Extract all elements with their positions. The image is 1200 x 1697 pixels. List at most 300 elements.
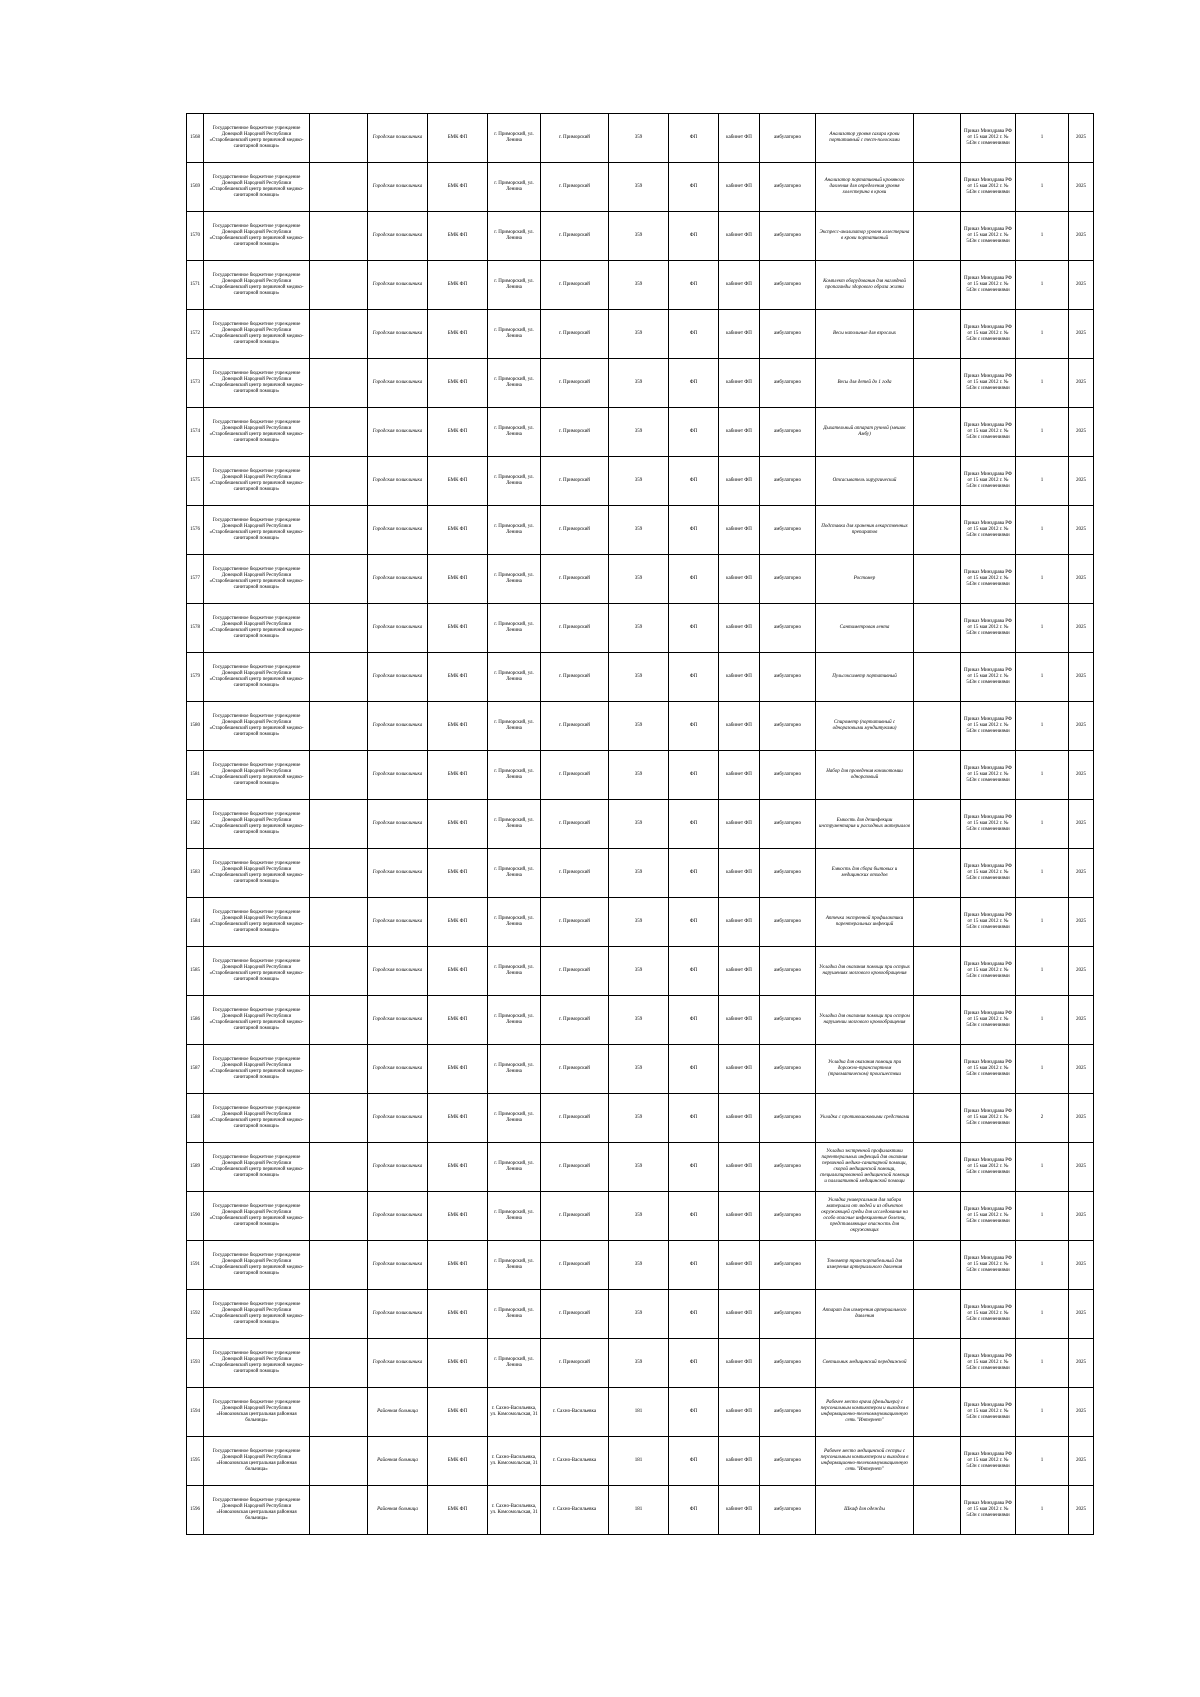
unit-type: ФП <box>669 702 719 751</box>
empty-cell <box>914 1192 961 1241</box>
year: 2025 <box>1069 800 1094 849</box>
regulation-reference: Приказ Минздрава РФ от 15 мая 2012 г. № 543н с изменениями <box>961 1241 1016 1290</box>
room-name: кабинет ФП <box>719 898 760 947</box>
organization-name: Государственное бюджетное учреждение Донецкой Народной Республики «Старобешевский центр первичной медико-санитарной помощи» <box>204 1192 310 1241</box>
regulation-reference: Приказ Минздрава РФ от 15 мая 2012 г. № 543н с изменениями <box>961 1290 1016 1339</box>
facility-code: БМК ФП <box>428 212 488 261</box>
row-number: 1583 <box>187 849 204 898</box>
address: г. Сахно-Васильевка, ул. Комсомольская, 31 <box>488 1437 541 1486</box>
year: 2025 <box>1069 898 1094 947</box>
year: 2025 <box>1069 604 1094 653</box>
empty-cell <box>310 359 368 408</box>
locality: г. Приморский <box>541 114 609 163</box>
address: г. Приморский, ул. Ленина <box>488 408 541 457</box>
population-count: 359 <box>609 1339 669 1388</box>
row-number: 1589 <box>187 1143 204 1192</box>
facility-code: БМК ФП <box>428 1388 488 1437</box>
equipment-name: Укладка для оказания помощи при остром нарушении мозгового кровообращения <box>816 996 914 1045</box>
empty-cell <box>914 1045 961 1094</box>
locality: г. Приморский <box>541 1241 609 1290</box>
equipment-name: Весы для детей до 1 года <box>816 359 914 408</box>
regulation-reference: Приказ Минздрава РФ от 15 мая 2012 г. № 543н с изменениями <box>961 359 1016 408</box>
row-number: 1572 <box>187 310 204 359</box>
regulation-reference: Приказ Минздрава РФ от 15 мая 2012 г. № 543н с изменениями <box>961 751 1016 800</box>
room-name: кабинет ФП <box>719 702 760 751</box>
table-row <box>187 212 1094 261</box>
address: г. Приморский, ул. Ленина <box>488 1094 541 1143</box>
service-form: амбулаторно <box>760 898 816 947</box>
locality: г. Приморский <box>541 457 609 506</box>
empty-cell <box>914 212 961 261</box>
locality: г. Приморский <box>541 702 609 751</box>
equipment-name: Емкость для сбора бытовых и медицинских отходов <box>816 849 914 898</box>
empty-cell <box>310 751 368 800</box>
regulation-reference: Приказ Минздрава РФ от 15 мая 2012 г. № 543н с изменениями <box>961 898 1016 947</box>
address: г. Приморский, ул. Ленина <box>488 996 541 1045</box>
empty-cell <box>914 898 961 947</box>
room-name: кабинет ФП <box>719 163 760 212</box>
population-count: 359 <box>609 898 669 947</box>
locality: г. Приморский <box>541 555 609 604</box>
year: 2025 <box>1069 1290 1094 1339</box>
regulation-reference: Приказ Минздрава РФ от 15 мая 2012 г. № 543н с изменениями <box>961 555 1016 604</box>
population-count: 359 <box>609 800 669 849</box>
year: 2025 <box>1069 653 1094 702</box>
population-count: 359 <box>609 947 669 996</box>
quantity: 2 <box>1016 1094 1069 1143</box>
unit-type: ФП <box>669 947 719 996</box>
room-name: кабинет ФП <box>719 1290 760 1339</box>
empty-cell <box>310 1094 368 1143</box>
facility-type: Городская поликлиника <box>368 604 428 653</box>
empty-cell <box>310 310 368 359</box>
row-number: 1582 <box>187 800 204 849</box>
organization-name: Государственное бюджетное учреждение Донецкой Народной Республики «Новоазовская центральная районная больница» <box>204 1486 310 1535</box>
population-count: 359 <box>609 702 669 751</box>
facility-type: Районная больница <box>368 1388 428 1437</box>
unit-type: ФП <box>669 408 719 457</box>
address: г. Приморский, ул. Ленина <box>488 947 541 996</box>
facility-code: БМК ФП <box>428 702 488 751</box>
regulation-reference: Приказ Минздрава РФ от 15 мая 2012 г. № 543н с изменениями <box>961 1094 1016 1143</box>
equipment-name: Укладка для оказания помощи при дорожно-транспортном (травматическом) происшествии <box>816 1045 914 1094</box>
equipment-name: Рабочее место медицинской сестры с персональным компьютером и выходом в информационно-телекоммуникационную сеть "Интернет" <box>816 1437 914 1486</box>
unit-type: ФП <box>669 261 719 310</box>
facility-type: Городская поликлиника <box>368 408 428 457</box>
locality: г. Приморский <box>541 1143 609 1192</box>
row-number: 1579 <box>187 653 204 702</box>
facility-type: Городская поликлиника <box>368 506 428 555</box>
empty-cell <box>914 996 961 1045</box>
address: г. Приморский, ул. Ленина <box>488 163 541 212</box>
facility-type: Городская поликлиника <box>368 751 428 800</box>
address: г. Приморский, ул. Ленина <box>488 1290 541 1339</box>
equipment-name: Шкаф для одежды <box>816 1486 914 1535</box>
facility-type: Городская поликлиника <box>368 898 428 947</box>
equipment-name: Укладка с противошоковыми средствами <box>816 1094 914 1143</box>
service-form: амбулаторно <box>760 555 816 604</box>
empty-cell <box>914 114 961 163</box>
quantity: 1 <box>1016 800 1069 849</box>
facility-type: Городская поликлиника <box>368 996 428 1045</box>
year: 2025 <box>1069 751 1094 800</box>
population-count: 359 <box>609 1192 669 1241</box>
facility-type: Городская поликлиника <box>368 1339 428 1388</box>
equipment-name: Пульсоксиметр портативный <box>816 653 914 702</box>
equipment-name: Спирометр (портативный с одноразовыми мундштуками) <box>816 702 914 751</box>
row-number: 1591 <box>187 1241 204 1290</box>
empty-cell <box>310 1143 368 1192</box>
unit-type: ФП <box>669 1045 719 1094</box>
facility-type: Городская поликлиника <box>368 1094 428 1143</box>
regulation-reference: Приказ Минздрава РФ от 15 мая 2012 г. № 543н с изменениями <box>961 261 1016 310</box>
year: 2025 <box>1069 1143 1094 1192</box>
year: 2025 <box>1069 506 1094 555</box>
year: 2025 <box>1069 310 1094 359</box>
equipment-table <box>186 113 1094 1535</box>
unit-type: ФП <box>669 114 719 163</box>
unit-type: ФП <box>669 996 719 1045</box>
service-form: амбулаторно <box>760 996 816 1045</box>
equipment-name: Анализатор портативный кровяного давления для определения уровня холестерина в крови <box>816 163 914 212</box>
table-row <box>187 310 1094 359</box>
empty-cell <box>914 359 961 408</box>
population-count: 359 <box>609 604 669 653</box>
room-name: кабинет ФП <box>719 751 760 800</box>
address: г. Приморский, ул. Ленина <box>488 555 541 604</box>
equipment-name: Экспресс-анализатор уровня холестерина в крови портативный <box>816 212 914 261</box>
empty-cell <box>310 1241 368 1290</box>
room-name: кабинет ФП <box>719 849 760 898</box>
quantity: 1 <box>1016 506 1069 555</box>
address: г. Приморский, ул. Ленина <box>488 212 541 261</box>
room-name: кабинет ФП <box>719 1045 760 1094</box>
empty-cell <box>914 1290 961 1339</box>
regulation-reference: Приказ Минздрава РФ от 15 мая 2012 г. № 543н с изменениями <box>961 800 1016 849</box>
row-number: 1585 <box>187 947 204 996</box>
facility-code: БМК ФП <box>428 849 488 898</box>
quantity: 1 <box>1016 555 1069 604</box>
empty-cell <box>914 947 961 996</box>
room-name: кабинет ФП <box>719 947 760 996</box>
unit-type: ФП <box>669 604 719 653</box>
locality: г. Приморский <box>541 898 609 947</box>
unit-type: ФП <box>669 555 719 604</box>
table-body <box>187 114 1094 1535</box>
organization-name: Государственное бюджетное учреждение Донецкой Народной Республики «Старобешевский центр первичной медико-санитарной помощи» <box>204 163 310 212</box>
facility-code: БМК ФП <box>428 1241 488 1290</box>
service-form: амбулаторно <box>760 1290 816 1339</box>
room-name: кабинет ФП <box>719 1339 760 1388</box>
facility-code: БМК ФП <box>428 163 488 212</box>
facility-type: Районная больница <box>368 1486 428 1535</box>
service-form: амбулаторно <box>760 506 816 555</box>
room-name: кабинет ФП <box>719 996 760 1045</box>
equipment-name: Сантиметровая лента <box>816 604 914 653</box>
regulation-reference: Приказ Минздрава РФ от 15 мая 2012 г. № 543н с изменениями <box>961 212 1016 261</box>
organization-name: Государственное бюджетное учреждение Донецкой Народной Республики «Старобешевский центр первичной медико-санитарной помощи» <box>204 310 310 359</box>
service-form: амбулаторно <box>760 163 816 212</box>
room-name: кабинет ФП <box>719 800 760 849</box>
locality: г. Приморский <box>541 653 609 702</box>
address: г. Приморский, ул. Ленина <box>488 506 541 555</box>
population-count: 181 <box>609 1437 669 1486</box>
locality: г. Приморский <box>541 947 609 996</box>
organization-name: Государственное бюджетное учреждение Донецкой Народной Республики «Старобешевский центр первичной медико-санитарной помощи» <box>204 1143 310 1192</box>
regulation-reference: Приказ Минздрава РФ от 15 мая 2012 г. № 543н с изменениями <box>961 702 1016 751</box>
facility-type: Городская поликлиника <box>368 1192 428 1241</box>
table-row <box>187 1094 1094 1143</box>
equipment-name: Набор для проведения коникотомии одноразовый <box>816 751 914 800</box>
row-number: 1596 <box>187 1486 204 1535</box>
empty-cell <box>310 996 368 1045</box>
empty-cell <box>914 408 961 457</box>
room-name: кабинет ФП <box>719 1241 760 1290</box>
room-name: кабинет ФП <box>719 653 760 702</box>
row-number: 1580 <box>187 702 204 751</box>
address: г. Приморский, ул. Ленина <box>488 800 541 849</box>
address: г. Приморский, ул. Ленина <box>488 359 541 408</box>
quantity: 1 <box>1016 1045 1069 1094</box>
facility-code: БМК ФП <box>428 408 488 457</box>
organization-name: Государственное бюджетное учреждение Донецкой Народной Республики «Старобешевский центр первичной медико-санитарной помощи» <box>204 604 310 653</box>
facility-code: БМК ФП <box>428 898 488 947</box>
locality: г. Сахно-Васильевка <box>541 1388 609 1437</box>
population-count: 359 <box>609 751 669 800</box>
quantity: 1 <box>1016 1241 1069 1290</box>
population-count: 359 <box>609 996 669 1045</box>
empty-cell <box>914 1437 961 1486</box>
locality: г. Приморский <box>541 849 609 898</box>
regulation-reference: Приказ Минздрава РФ от 15 мая 2012 г. № 543н с изменениями <box>961 1486 1016 1535</box>
address: г. Сахно-Васильевка, ул. Комсомольская, 31 <box>488 1486 541 1535</box>
locality: г. Сахно-Васильевка <box>541 1486 609 1535</box>
equipment-name: Ростомер <box>816 555 914 604</box>
unit-type: ФП <box>669 506 719 555</box>
service-form: амбулаторно <box>760 947 816 996</box>
empty-cell <box>914 800 961 849</box>
service-form: амбулаторно <box>760 1045 816 1094</box>
empty-cell <box>310 947 368 996</box>
address: г. Приморский, ул. Ленина <box>488 114 541 163</box>
table-row <box>187 947 1094 996</box>
equipment-name: Отсасыватель хирургический <box>816 457 914 506</box>
unit-type: ФП <box>669 1094 719 1143</box>
service-form: амбулаторно <box>760 702 816 751</box>
empty-cell <box>914 555 961 604</box>
regulation-reference: Приказ Минздрава РФ от 15 мая 2012 г. № 543н с изменениями <box>961 457 1016 506</box>
population-count: 359 <box>609 457 669 506</box>
regulation-reference: Приказ Минздрава РФ от 15 мая 2012 г. № 543н с изменениями <box>961 310 1016 359</box>
facility-type: Городская поликлиника <box>368 114 428 163</box>
year: 2025 <box>1069 702 1094 751</box>
unit-type: ФП <box>669 1192 719 1241</box>
facility-type: Городская поликлиника <box>368 1241 428 1290</box>
organization-name: Государственное бюджетное учреждение Донецкой Народной Республики «Старобешевский центр первичной медико-санитарной помощи» <box>204 212 310 261</box>
organization-name: Государственное бюджетное учреждение Донецкой Народной Республики «Старобешевский центр первичной медико-санитарной помощи» <box>204 1094 310 1143</box>
empty-cell <box>310 898 368 947</box>
facility-type: Городская поликлиника <box>368 800 428 849</box>
empty-cell <box>310 1045 368 1094</box>
facility-type: Городская поликлиника <box>368 261 428 310</box>
address: г. Приморский, ул. Ленина <box>488 1339 541 1388</box>
facility-code: БМК ФП <box>428 751 488 800</box>
equipment-name: Аппарат для измерения артериального давления <box>816 1290 914 1339</box>
facility-code: БМК ФП <box>428 1486 488 1535</box>
equipment-name: Укладка экстренной профилактики парентеральных инфекций для оказания первичной медико-санитарной помощи, скорой медицинской помощи, специализированной медицинской помощи и паллиативной медицинской помощи <box>816 1143 914 1192</box>
table-row <box>187 457 1094 506</box>
year: 2025 <box>1069 261 1094 310</box>
organization-name: Государственное бюджетное учреждение Донецкой Народной Республики «Старобешевский центр первичной медико-санитарной помощи» <box>204 1045 310 1094</box>
locality: г. Приморский <box>541 261 609 310</box>
room-name: кабинет ФП <box>719 1486 760 1535</box>
row-number: 1586 <box>187 996 204 1045</box>
equipment-name: Комплект оборудования для наглядной пропаганды здорового образа жизни <box>816 261 914 310</box>
quantity: 1 <box>1016 310 1069 359</box>
quantity: 1 <box>1016 751 1069 800</box>
empty-cell <box>914 604 961 653</box>
address: г. Сахно-Васильевка, ул. Комсомольская, 31 <box>488 1388 541 1437</box>
row-number: 1584 <box>187 898 204 947</box>
service-form: амбулаторно <box>760 310 816 359</box>
quantity: 1 <box>1016 457 1069 506</box>
regulation-reference: Приказ Минздрава РФ от 15 мая 2012 г. № 543н с изменениями <box>961 1143 1016 1192</box>
address: г. Приморский, ул. Ленина <box>488 457 541 506</box>
unit-type: ФП <box>669 163 719 212</box>
locality: г. Приморский <box>541 1045 609 1094</box>
regulation-reference: Приказ Минздрава РФ от 15 мая 2012 г. № 543н с изменениями <box>961 408 1016 457</box>
empty-cell <box>914 506 961 555</box>
empty-cell <box>310 212 368 261</box>
service-form: амбулаторно <box>760 1437 816 1486</box>
table-row <box>187 898 1094 947</box>
row-number: 1592 <box>187 1290 204 1339</box>
regulation-reference: Приказ Минздрава РФ от 15 мая 2012 г. № 543н с изменениями <box>961 1339 1016 1388</box>
year: 2025 <box>1069 1486 1094 1535</box>
row-number: 1593 <box>187 1339 204 1388</box>
organization-name: Государственное бюджетное учреждение Донецкой Народной Республики «Старобешевский центр первичной медико-санитарной помощи» <box>204 800 310 849</box>
facility-code: БМК ФП <box>428 1192 488 1241</box>
equipment-name: Укладка универсальная для забора материала от людей и из объектов окружающей среды для исследования на особо опасные инфекционные болезни, представляющие опасность для окружающих <box>816 1192 914 1241</box>
table-row <box>187 751 1094 800</box>
organization-name: Государственное бюджетное учреждение Донецкой Народной Республики «Старобешевский центр первичной медико-санитарной помощи» <box>204 261 310 310</box>
locality: г. Приморский <box>541 751 609 800</box>
unit-type: ФП <box>669 898 719 947</box>
facility-code: БМК ФП <box>428 996 488 1045</box>
quantity: 1 <box>1016 898 1069 947</box>
quantity: 1 <box>1016 1290 1069 1339</box>
empty-cell <box>310 506 368 555</box>
row-number: 1570 <box>187 212 204 261</box>
table-row <box>187 506 1094 555</box>
quantity: 1 <box>1016 1437 1069 1486</box>
service-form: амбулаторно <box>760 114 816 163</box>
facility-code: БМК ФП <box>428 359 488 408</box>
empty-cell <box>310 163 368 212</box>
table-row <box>187 1045 1094 1094</box>
service-form: амбулаторно <box>760 604 816 653</box>
service-form: амбулаторно <box>760 751 816 800</box>
facility-type: Городская поликлиника <box>368 653 428 702</box>
empty-cell <box>914 702 961 751</box>
table-row <box>187 1192 1094 1241</box>
year: 2025 <box>1069 212 1094 261</box>
address: г. Приморский, ул. Ленина <box>488 849 541 898</box>
regulation-reference: Приказ Минздрава РФ от 15 мая 2012 г. № 543н с изменениями <box>961 1045 1016 1094</box>
facility-type: Городская поликлиника <box>368 849 428 898</box>
empty-cell <box>914 849 961 898</box>
organization-name: Государственное бюджетное учреждение Донецкой Народной Республики «Старобешевский центр первичной медико-санитарной помощи» <box>204 1339 310 1388</box>
year: 2025 <box>1069 1045 1094 1094</box>
facility-code: БМК ФП <box>428 261 488 310</box>
regulation-reference: Приказ Минздрава РФ от 15 мая 2012 г. № 543н с изменениями <box>961 1192 1016 1241</box>
facility-code: БМК ФП <box>428 555 488 604</box>
population-count: 359 <box>609 1241 669 1290</box>
empty-cell <box>310 457 368 506</box>
address: г. Приморский, ул. Ленина <box>488 702 541 751</box>
table-row <box>187 1437 1094 1486</box>
table-row <box>187 1290 1094 1339</box>
regulation-reference: Приказ Минздрава РФ от 15 мая 2012 г. № 543н с изменениями <box>961 996 1016 1045</box>
facility-code: БМК ФП <box>428 457 488 506</box>
empty-cell <box>310 1437 368 1486</box>
table-row <box>187 261 1094 310</box>
facility-type: Городская поликлиника <box>368 212 428 261</box>
room-name: кабинет ФП <box>719 457 760 506</box>
year: 2025 <box>1069 849 1094 898</box>
service-form: амбулаторно <box>760 800 816 849</box>
population-count: 359 <box>609 653 669 702</box>
locality: г. Приморский <box>541 1290 609 1339</box>
room-name: кабинет ФП <box>719 408 760 457</box>
organization-name: Государственное бюджетное учреждение Донецкой Народной Республики «Старобешевский центр первичной медико-санитарной помощи» <box>204 555 310 604</box>
facility-type: Городская поликлиника <box>368 702 428 751</box>
equipment-name: Светильник медицинский передвижной <box>816 1339 914 1388</box>
facility-code: БМК ФП <box>428 1094 488 1143</box>
equipment-name: Емкость для дезинфекции инструментария и расходных материалов <box>816 800 914 849</box>
service-form: амбулаторно <box>760 457 816 506</box>
locality: г. Приморский <box>541 359 609 408</box>
population-count: 359 <box>609 212 669 261</box>
empty-cell <box>914 310 961 359</box>
row-number: 1590 <box>187 1192 204 1241</box>
regulation-reference: Приказ Минздрава РФ от 15 мая 2012 г. № 543н с изменениями <box>961 849 1016 898</box>
unit-type: ФП <box>669 1388 719 1437</box>
quantity: 1 <box>1016 1339 1069 1388</box>
empty-cell <box>914 653 961 702</box>
facility-code: БМК ФП <box>428 800 488 849</box>
row-number: 1575 <box>187 457 204 506</box>
regulation-reference: Приказ Минздрава РФ от 15 мая 2012 г. № 543н с изменениями <box>961 947 1016 996</box>
organization-name: Государственное бюджетное учреждение Донецкой Народной Республики «Старобешевский центр первичной медико-санитарной помощи» <box>204 408 310 457</box>
locality: г. Приморский <box>541 310 609 359</box>
empty-cell <box>914 1339 961 1388</box>
regulation-reference: Приказ Минздрава РФ от 15 мая 2012 г. № 543н с изменениями <box>961 114 1016 163</box>
organization-name: Государственное бюджетное учреждение Донецкой Народной Республики «Старобешевский центр первичной медико-санитарной помощи» <box>204 702 310 751</box>
population-count: 359 <box>609 555 669 604</box>
unit-type: ФП <box>669 1486 719 1535</box>
locality: г. Приморский <box>541 1094 609 1143</box>
organization-name: Государственное бюджетное учреждение Донецкой Народной Республики «Старобешевский центр первичной медико-санитарной помощи» <box>204 653 310 702</box>
facility-type: Городская поликлиника <box>368 555 428 604</box>
row-number: 1576 <box>187 506 204 555</box>
facility-code: БМК ФП <box>428 506 488 555</box>
quantity: 1 <box>1016 996 1069 1045</box>
empty-cell <box>310 1388 368 1437</box>
year: 2025 <box>1069 996 1094 1045</box>
unit-type: ФП <box>669 1143 719 1192</box>
regulation-reference: Приказ Минздрава РФ от 15 мая 2012 г. № 543н с изменениями <box>961 604 1016 653</box>
